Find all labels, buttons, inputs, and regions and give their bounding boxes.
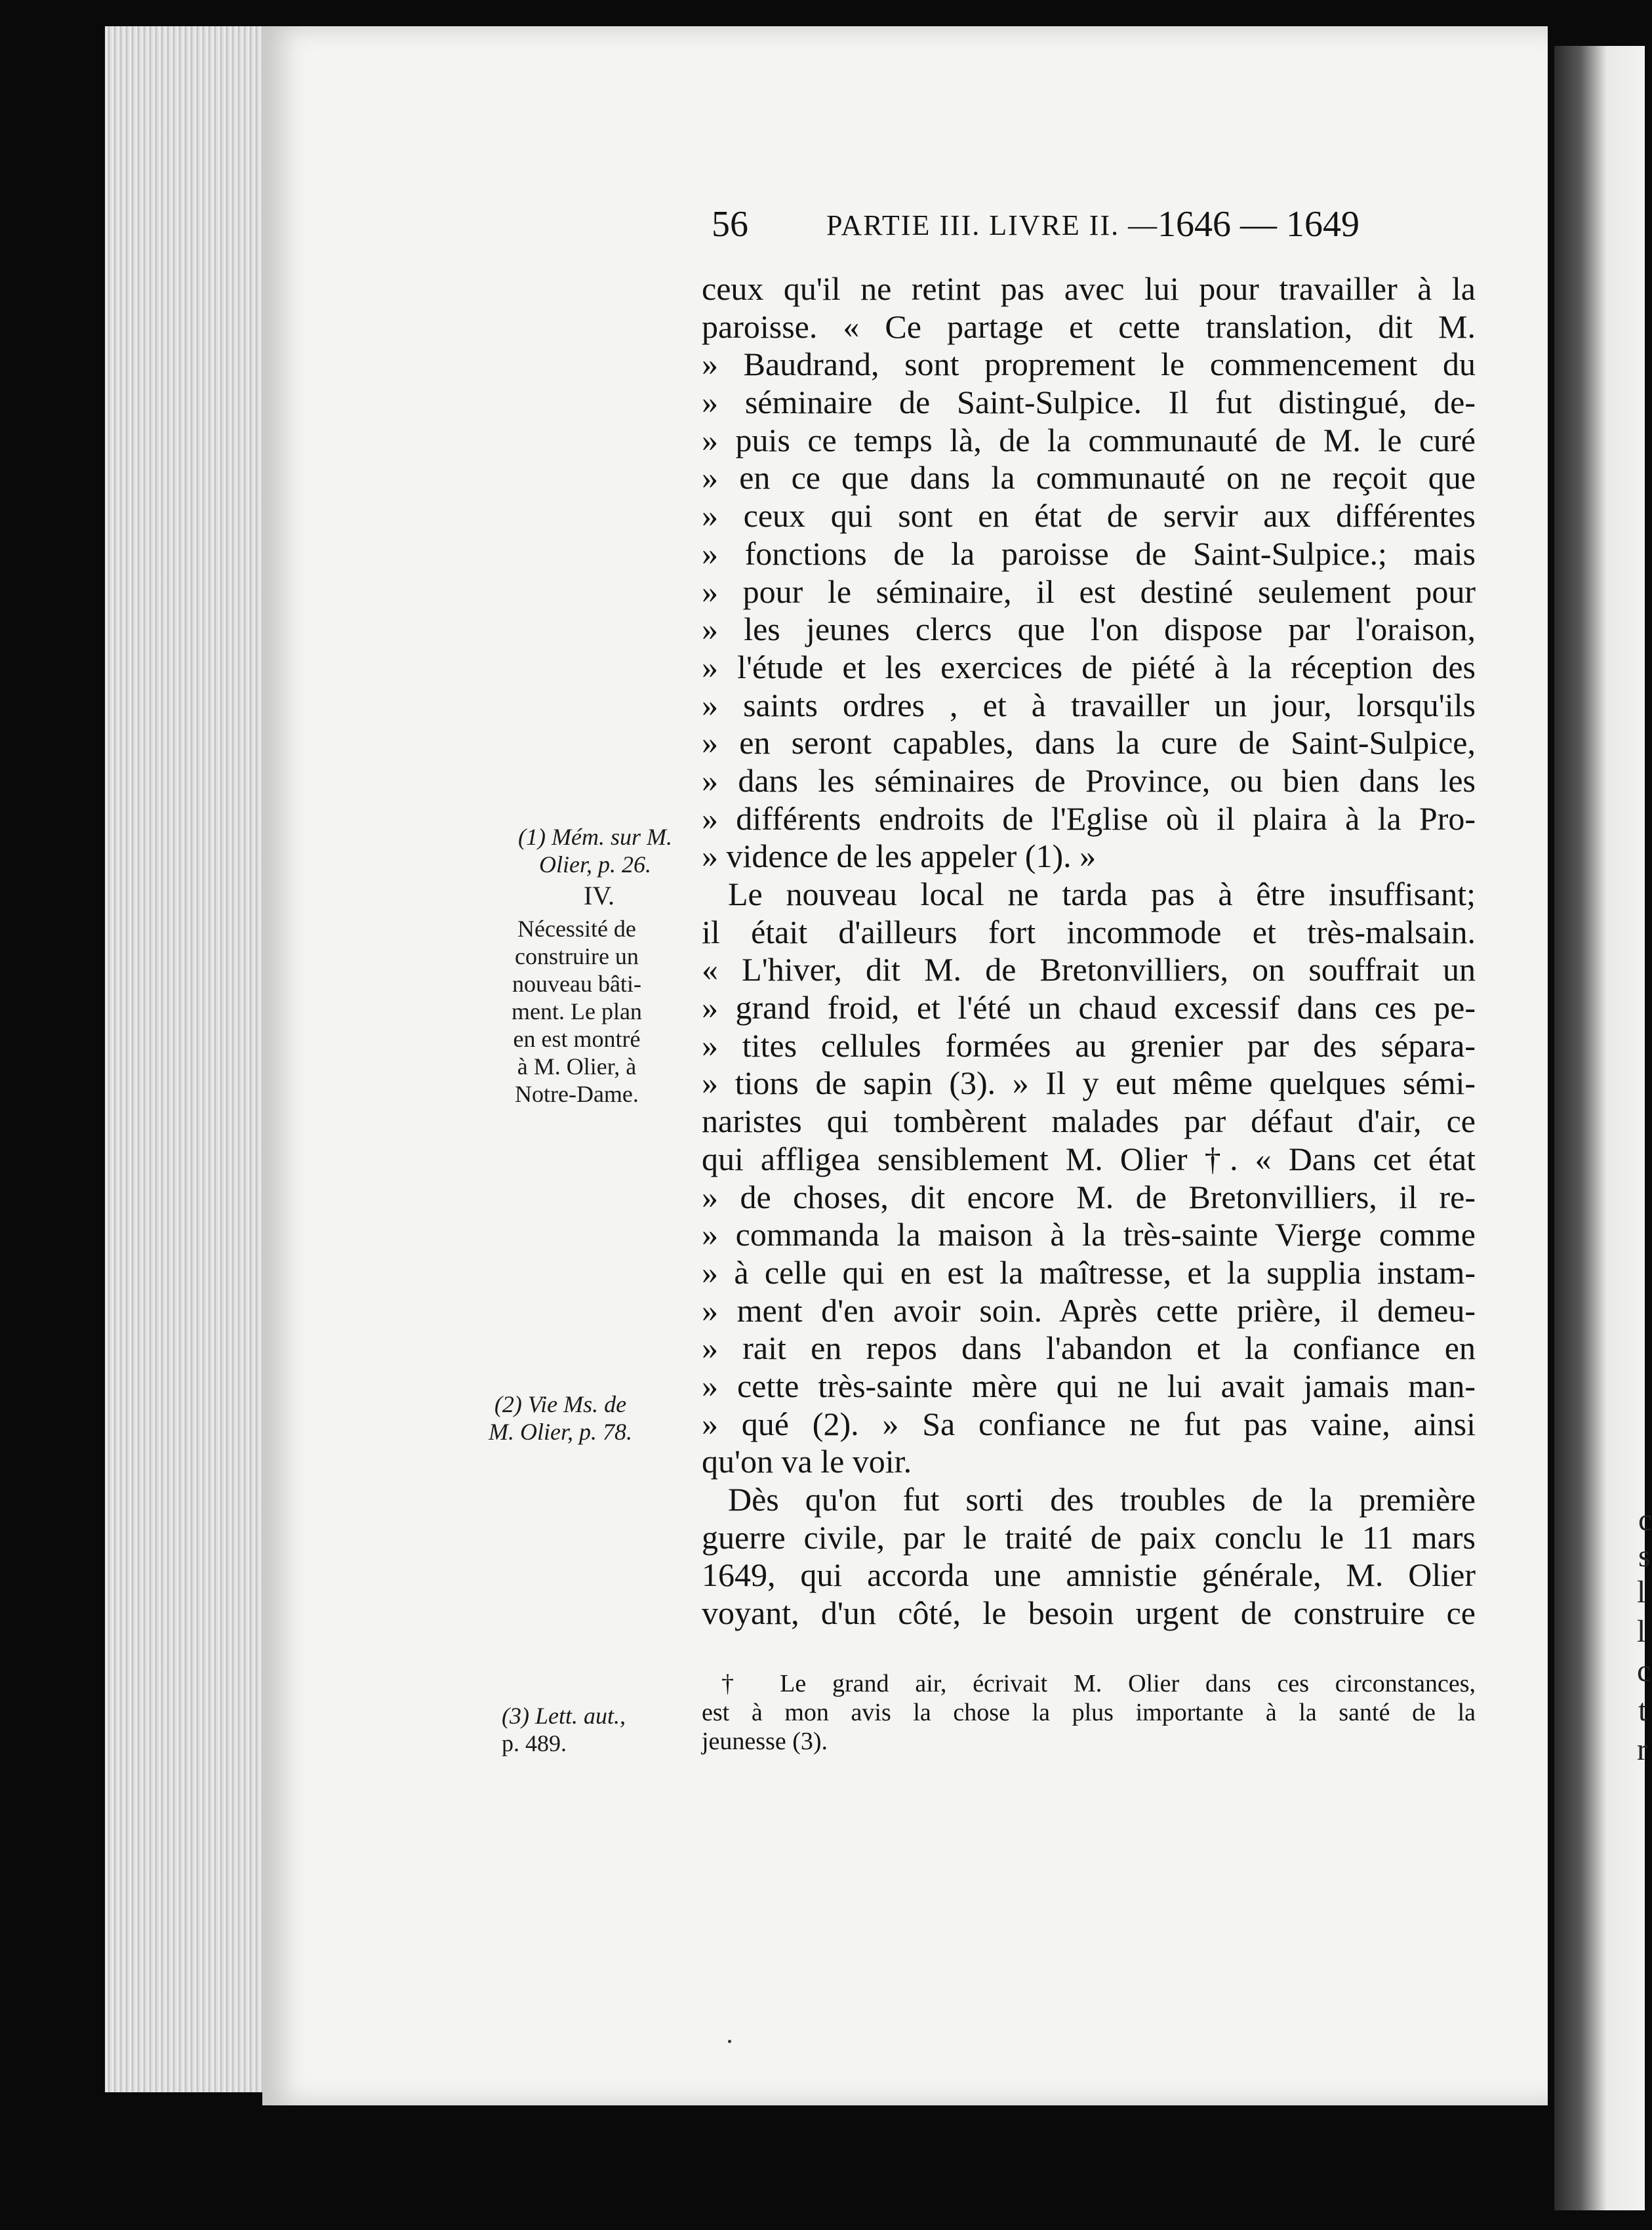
body-line: » saints ordres , et à travailler un jour, lorsqu'ils — [702, 686, 1476, 723]
body-line: Dès qu'on fut sorti des troubles de la première — [728, 1481, 1476, 1518]
body-line: qui affligea sensiblement M. Olier †. « Dans cet état — [702, 1140, 1476, 1177]
body-line: » de choses, dit encore M. de Bretonvilliers, il re- — [702, 1178, 1476, 1215]
footnote-line: † Le grand air, écrivait M. Olier dans ces circonstances, — [721, 1670, 1476, 1697]
facing-page-edge — [1554, 46, 1645, 2210]
facing-page-fragment: t — [1638, 1693, 1647, 1728]
margin-line: en est montré — [513, 1026, 641, 1052]
body-line: qu'on va le voir. — [702, 1443, 912, 1480]
body-line: » différents endroits de l'Eglise où il plaira à la Pro- — [702, 800, 1476, 837]
body-text — [702, 270, 1476, 1632]
body-line: » tites cellules formées au grenier par des sépara- — [702, 1026, 1476, 1064]
body-line: « L'hiver, dit M. de Bretonvilliers, on souffrait un — [702, 951, 1476, 988]
body-line: 1649, qui accorda une amnistie générale, M. Olier — [702, 1556, 1476, 1594]
scan-speck — [728, 2040, 731, 2043]
footnote — [702, 1669, 1476, 1756]
margin-line: (3) Lett. aut., — [502, 1703, 626, 1729]
facing-page-fragment: r — [1637, 1732, 1647, 1767]
body-line: il était d'ailleurs fort incommode et très-malsain. — [702, 913, 1476, 950]
margin-summary — [512, 915, 642, 1108]
page-number: 56 — [712, 204, 748, 245]
body-line: Le nouveau local ne tarda pas à être insuffisant; — [728, 876, 1476, 912]
margin-line: ment. Le plan — [512, 998, 642, 1024]
margin-line: Olier, p. 26. — [538, 851, 651, 878]
margin-line: (1) Mém. sur M. — [518, 824, 672, 850]
body-line: » puis ce temps là, de la communauté de M. le curé — [702, 421, 1476, 458]
body-line: » cette très-sainte mère qui ne lui avait jamais man- — [702, 1367, 1476, 1404]
body-line: » fonctions de la paroisse de Saint-Sulpice.; mais — [702, 535, 1476, 572]
margin-line: à M. Olier, à — [517, 1053, 637, 1080]
margin-citation-2 — [489, 1390, 632, 1446]
facing-page-fragment: s — [1638, 1539, 1651, 1573]
margin-line: construire un — [514, 943, 639, 969]
body-line: » commanda la maison à la très-sainte Vierge comme — [702, 1216, 1476, 1253]
body-line: » en ce que dans la communauté on ne reçoit que — [702, 459, 1476, 497]
body-line: » en seront capables, dans la cure de Saint-Sulpice, — [702, 724, 1476, 761]
body-line: ceux qu'il ne retint pas avec lui pour travailler à la — [702, 270, 1476, 307]
facing-page-fragment: c — [1637, 1653, 1651, 1688]
body-line: » à celle qui en est la maîtresse, et la supplia instam- — [702, 1253, 1476, 1291]
margin-line: Nécessité de — [517, 916, 636, 942]
body-line: » qué (2). » Sa confiance ne fut pas vaine, ainsi — [702, 1405, 1476, 1442]
footnote-line: est à mon avis la chose la plus importante à la santé de la — [702, 1699, 1476, 1726]
margin-citation-3 — [502, 1702, 626, 1757]
body-line: » l'étude et les exercices de piété à la réception des — [702, 648, 1476, 685]
body-line: naristes qui tombèrent malades par défaut d'air, ce — [702, 1103, 1476, 1140]
body-line: » pour le séminaire, il est destiné seulement pour — [702, 573, 1476, 610]
body-line: guerre civile, par le traité de paix conclu le 11 mars — [702, 1518, 1476, 1556]
margin-line: M. Olier, p. 78. — [489, 1419, 632, 1445]
running-years: 1646 — 1649 — [1158, 204, 1360, 245]
body-line: » dans les séminaires de Province, ou bien dans les — [702, 761, 1476, 799]
margin-line: p. 489. — [502, 1730, 567, 1756]
body-line: » grand froid, et l'été un chaud excessif dans ces pe- — [702, 989, 1476, 1026]
margin-line: nouveau bâti- — [512, 971, 641, 997]
page-edges-stack — [105, 26, 282, 2092]
body-line: » ment d'en avoir soin. Après cette prière, il demeu- — [702, 1291, 1476, 1329]
margin-section-number: IV. — [584, 881, 615, 910]
facing-page-fragment: c — [1638, 1503, 1652, 1537]
margin-line: (2) Vie Ms. de — [494, 1391, 627, 1417]
running-title: PARTIE III. LIVRE II. — — [826, 209, 1159, 241]
facing-page-fragment: l — [1637, 1575, 1646, 1610]
body-line: » ceux qui sont en état de servir aux différentes — [702, 497, 1476, 535]
body-line: paroisse. « Ce partage et cette translation, dit M. — [702, 308, 1476, 345]
footnote-line: jeunesse (3). — [702, 1728, 828, 1755]
body-line: » rait en repos dans l'abandon et la confiance en — [702, 1329, 1476, 1367]
margin-citation-1 — [518, 823, 672, 878]
body-line: » les jeunes clercs que l'on dispose par l'oraison, — [702, 611, 1476, 648]
body-line: » Baudrand, sont proprement le commencement du — [702, 346, 1476, 383]
body-line: » tions de sapin (3). » Il y eut même quelques sémi- — [702, 1064, 1476, 1102]
facing-page-fragment: l — [1637, 1614, 1646, 1649]
running-head — [712, 203, 1367, 256]
margin-line: Notre-Dame. — [515, 1081, 639, 1107]
body-line: » vidence de les appeler (1). » — [702, 838, 1097, 875]
body-line: voyant, d'un côté, le besoin urgent de construire ce — [702, 1594, 1476, 1632]
body-line: » séminaire de Saint-Sulpice. Il fut distingué, de- — [702, 384, 1476, 421]
